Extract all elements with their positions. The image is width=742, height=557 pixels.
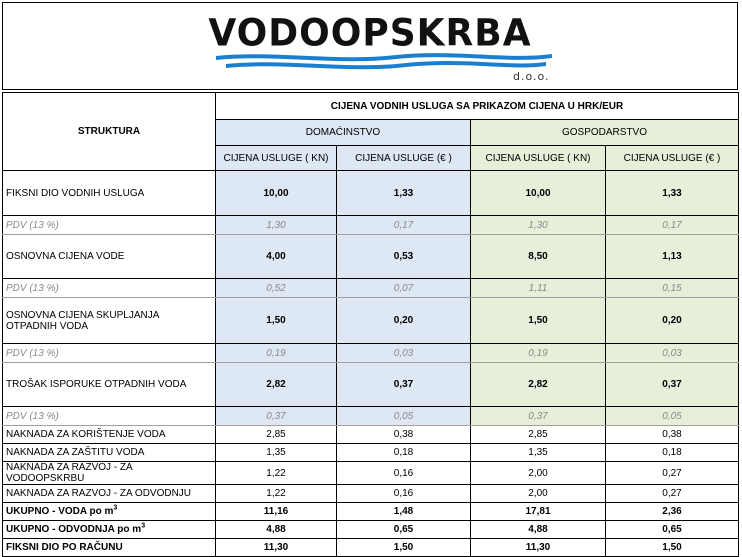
price-cell: 0,15 — [606, 279, 739, 298]
unit-superscript: 3 — [141, 522, 146, 530]
price-cell: 0,27 — [606, 462, 739, 485]
price-cell: 0,20 — [337, 298, 471, 344]
row-label-text: TROŠAK ISPORUKE OTPADNIH VODA — [6, 379, 187, 390]
row-label — [3, 363, 216, 407]
price-table — [2, 92, 739, 557]
price-cell: 0,38 — [337, 426, 471, 444]
row-label — [3, 298, 216, 344]
row-label — [3, 216, 216, 235]
price-cell: 0,03 — [337, 344, 471, 363]
row-label — [3, 344, 216, 363]
row-label-text: NAKNADA ZA KORIŠTENJE VODA — [6, 429, 166, 440]
company-header — [2, 2, 738, 90]
price-cell: 0,19 — [471, 344, 606, 363]
price-cell: 2,85 — [471, 426, 606, 444]
row-label-text: NAKNADA ZA ZAŠTITU VODA — [6, 447, 145, 458]
price-cell: 1,50 — [216, 298, 337, 344]
price-cell: 1,35 — [216, 444, 337, 462]
price-cell: 2,82 — [471, 363, 606, 407]
price-cell: 1,50 — [606, 539, 739, 557]
price-cell: 1,22 — [216, 485, 337, 503]
price-cell: 0,20 — [606, 298, 739, 344]
row-label-text: PDV (13 %) — [6, 282, 59, 294]
structure-header: STRUKTURA — [3, 93, 216, 171]
table-row — [3, 344, 739, 363]
price-cell: 4,00 — [216, 235, 337, 279]
table-row — [3, 216, 739, 235]
price-cell: 0,65 — [606, 521, 739, 539]
row-label-text: PDV (13 %) — [6, 219, 59, 231]
price-cell: 2,00 — [471, 462, 606, 485]
price-cell: 2,36 — [606, 503, 739, 521]
price-cell: 0,17 — [337, 216, 471, 235]
price-cell: 0,53 — [337, 235, 471, 279]
price-cell: 0,37 — [606, 363, 739, 407]
price-cell: 0,18 — [337, 444, 471, 462]
price-cell: 4,88 — [471, 521, 606, 539]
price-cell: 0,37 — [337, 363, 471, 407]
price-cell: 0,05 — [606, 407, 739, 426]
row-label — [3, 521, 216, 539]
table-row — [3, 235, 739, 279]
price-cell: 0,16 — [337, 485, 471, 503]
price-cell: 2,00 — [471, 485, 606, 503]
unit-superscript: 3 — [113, 504, 118, 512]
group-business: GOSPODARSTVO — [471, 120, 739, 146]
group-household: DOMAĆINSTVO — [216, 120, 471, 146]
price-cell: 1,33 — [337, 171, 471, 216]
price-cell: 1,11 — [471, 279, 606, 298]
table-row — [3, 485, 739, 503]
row-label-text: FIKSNI DIO VODNIH USLUGA — [6, 187, 145, 199]
table-row — [3, 407, 739, 426]
price-cell: 8,50 — [471, 235, 606, 279]
column-header-household-kn: CIJENA USLUGE ( KN) — [216, 146, 337, 171]
table-row — [3, 279, 739, 298]
price-cell: 4,88 — [216, 521, 337, 539]
price-cell: 10,00 — [216, 171, 337, 216]
table-row — [3, 298, 739, 344]
table-row — [3, 539, 739, 557]
column-header-business-kn: CIJENA USLUGE ( KN) — [471, 146, 606, 171]
price-cell: 0,18 — [606, 444, 739, 462]
price-cell: 0,05 — [337, 407, 471, 426]
row-label — [3, 539, 216, 557]
price-cell: 0,37 — [216, 407, 337, 426]
row-label — [3, 444, 216, 462]
price-cell: 2,82 — [216, 363, 337, 407]
table-title: CIJENA VODNIH USLUGA SA PRIKAZOM CIJENA U HRK/EUR — [216, 93, 739, 120]
price-cell: 2,85 — [216, 426, 337, 444]
price-cell: 0,19 — [216, 344, 337, 363]
price-cell: 1,33 — [606, 171, 739, 216]
row-label-text: NAKNADA ZA RAZVOJ - ZA ODVODNJU — [6, 488, 192, 499]
row-label — [3, 235, 216, 279]
row-label — [3, 407, 216, 426]
price-cell: 1,13 — [606, 235, 739, 279]
row-label — [3, 426, 216, 444]
row-label-text: NAKNADA ZA RAZVOJ - ZA VODOOPSKRBU — [6, 462, 133, 484]
price-cell: 11,30 — [216, 539, 337, 557]
price-cell: 1,48 — [337, 503, 471, 521]
price-cell: 0,37 — [471, 407, 606, 426]
price-cell: 0,38 — [606, 426, 739, 444]
row-label — [3, 462, 216, 485]
row-label-text: PDV (13 %) — [6, 410, 59, 422]
logo-waves-icon — [216, 47, 552, 73]
price-cell: 1,50 — [471, 298, 606, 344]
company-logo-text: VODOOPSKRBA — [208, 11, 532, 56]
price-cell: 11,16 — [216, 503, 337, 521]
row-label — [3, 279, 216, 298]
price-cell: 0,03 — [606, 344, 739, 363]
table-row — [3, 444, 739, 462]
price-cell: 0,52 — [216, 279, 337, 298]
price-cell: 1,35 — [471, 444, 606, 462]
row-label-text: OSNOVNA CIJENA SKUPLJANJA OTPADNIH VODA — [6, 309, 159, 332]
row-label — [3, 485, 216, 503]
table-row — [3, 171, 739, 216]
column-header-business-eur: CIJENA USLUGE (€ ) — [606, 146, 739, 171]
price-cell: 10,00 — [471, 171, 606, 216]
table-row — [3, 521, 739, 539]
price-cell: 0,16 — [337, 462, 471, 485]
table-row — [3, 363, 739, 407]
column-header-household-eur: CIJENA USLUGE (€ ) — [337, 146, 471, 171]
table-row — [3, 503, 739, 521]
price-cell: 17,81 — [471, 503, 606, 521]
table-row — [3, 426, 739, 444]
price-cell: 0,65 — [337, 521, 471, 539]
table-row — [3, 462, 739, 485]
row-label-text: UKUPNO - VODA po m — [6, 506, 114, 517]
row-label-text: OSNOVNA CIJENA VODE — [6, 251, 125, 262]
row-label-text: UKUPNO - ODVODNJA po m — [6, 524, 142, 535]
company-suffix: d.o.o. — [513, 70, 550, 83]
price-cell: 1,30 — [216, 216, 337, 235]
price-cell: 0,17 — [606, 216, 739, 235]
row-label — [3, 503, 216, 521]
row-label-text: PDV (13 %) — [6, 347, 59, 359]
price-cell: 0,07 — [337, 279, 471, 298]
row-label-text: FIKSNI DIO PO RAČUNU — [6, 542, 123, 553]
price-cell: 11,30 — [471, 539, 606, 557]
row-label — [3, 171, 216, 216]
price-cell: 1,50 — [337, 539, 471, 557]
price-cell: 0,27 — [606, 485, 739, 503]
price-cell: 1,30 — [471, 216, 606, 235]
price-cell: 1,22 — [216, 462, 337, 485]
